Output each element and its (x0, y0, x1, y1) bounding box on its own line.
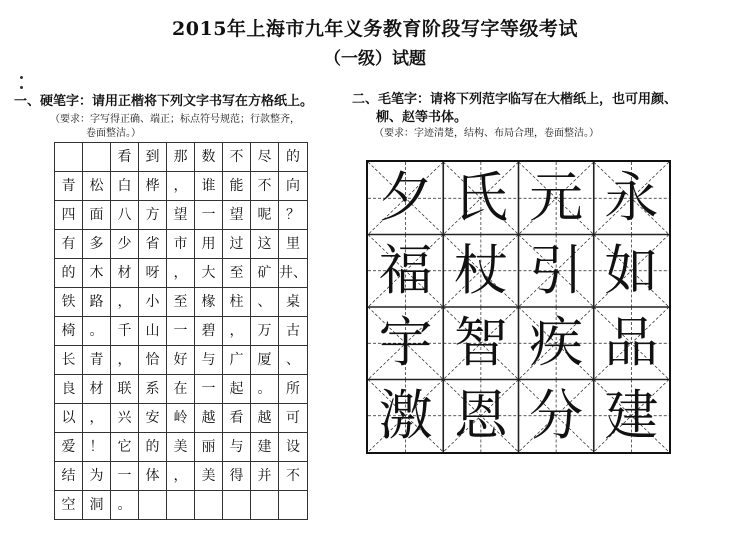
grid-cell: 广 (223, 346, 251, 375)
section1-title: 一、硬笔字：请用正楷将下列文字书写在方格纸上。 (14, 94, 314, 109)
grid-cell: 空 (55, 491, 83, 520)
grid-cell: 并 (251, 462, 279, 491)
grid-row (55, 462, 308, 491)
grid-cell: 好 (167, 346, 195, 375)
grid-cell: 碧 (195, 317, 223, 346)
grid-cell (195, 491, 223, 520)
grid-cell: 体 (139, 462, 167, 491)
grid-cell: 桦 (139, 172, 167, 201)
section2-title-line2: 柳、赵等书体。 (376, 110, 468, 125)
exam-subtitle: （一级）试题 (324, 49, 426, 69)
grid-cell: 铁 (55, 288, 83, 317)
grid-cell: 。 (251, 375, 279, 404)
grid-cell: 所 (279, 375, 308, 404)
brush-character: 疾 (529, 311, 584, 375)
brush-character: 品 (604, 311, 659, 375)
grid-cell: 一 (195, 375, 223, 404)
grid-cell: ， (167, 259, 195, 288)
brush-character: 福 (378, 238, 433, 302)
brush-character: 永 (604, 166, 659, 230)
exam-title: 2015年上海市九年义务教育阶段写字等级考试 (172, 18, 578, 40)
grid-cell: 与 (195, 346, 223, 375)
grid-row (55, 317, 308, 346)
grid-cell: 四 (55, 201, 83, 230)
grid-cell: 白 (111, 172, 139, 201)
grid-cell: 越 (251, 404, 279, 433)
grid-cell: 以 (55, 404, 83, 433)
grid-cell: 洞 (83, 491, 111, 520)
brush-character: 宇 (378, 311, 433, 375)
grid-cell: 爱 (55, 433, 83, 462)
grid-cell (167, 491, 195, 520)
grid-cell: ， (111, 346, 139, 375)
grid-cell: 不 (223, 143, 251, 172)
grid-cell: 大 (195, 259, 223, 288)
brush-character: 氏 (453, 166, 508, 230)
grid-cell: 的 (55, 259, 83, 288)
grid-cell: 为 (83, 462, 111, 491)
grid-cell: 长 (55, 346, 83, 375)
grid-cell: 省 (139, 230, 167, 259)
brush-character: 激 (378, 383, 433, 447)
grid-cell: 起 (223, 375, 251, 404)
brush-character: 智 (453, 311, 508, 375)
grid-cell: 岭 (167, 404, 195, 433)
grid-cell: 。 (83, 317, 111, 346)
grid-cell: 桌 (279, 288, 308, 317)
grid-cell (83, 143, 111, 172)
grid-cell: 那 (167, 143, 195, 172)
grid-cell: 松 (83, 172, 111, 201)
grid-cell: 材 (111, 259, 139, 288)
grid-cell: 与 (223, 433, 251, 462)
grid-cell: 数 (195, 143, 223, 172)
grid-cell: 、 (251, 288, 279, 317)
brush-character: 恩 (453, 383, 508, 447)
grid-cell: 不 (251, 172, 279, 201)
grid-cell: 材 (83, 375, 111, 404)
section1-requirement-line1: （要求：字写得正确、端正；标点符号规范；行款整齐， (50, 114, 300, 125)
grid-cell: 。 (111, 491, 139, 520)
brush-grid (366, 160, 671, 454)
grid-cell: 呀 (139, 259, 167, 288)
grid-cell (139, 491, 167, 520)
grid-cell: 得 (223, 462, 251, 491)
brush-character: 如 (604, 238, 659, 302)
grid-cell: 青 (55, 172, 83, 201)
grid-cell: 少 (111, 230, 139, 259)
grid-cell: 结 (55, 462, 83, 491)
grid-cell: 安 (139, 404, 167, 433)
grid-cell: 这 (251, 230, 279, 259)
grid-cell: 椅 (55, 317, 83, 346)
scan-speck (20, 76, 23, 79)
grid-cell: 井、 (279, 259, 308, 288)
hardpen-grid (54, 142, 308, 520)
grid-cell: 它 (111, 433, 139, 462)
grid-cell: 至 (167, 288, 195, 317)
grid-cell: 一 (195, 201, 223, 230)
brush-character: 夕 (378, 166, 433, 230)
grid-cell: 看 (223, 404, 251, 433)
brush-character: 元 (529, 166, 584, 230)
grid-cell: ！ (83, 433, 111, 462)
grid-cell: 呢 (251, 201, 279, 230)
grid-cell: ， (111, 288, 139, 317)
grid-cell (55, 143, 83, 172)
brush-character: 分 (529, 383, 584, 447)
grid-cell: 青 (83, 346, 111, 375)
grid-cell: 向 (279, 172, 308, 201)
grid-row (55, 404, 308, 433)
grid-cell: ， (83, 404, 111, 433)
grid-cell: 椽 (195, 288, 223, 317)
grid-cell: 一 (167, 317, 195, 346)
grid-cell: 看 (111, 143, 139, 172)
grid-cell: 用 (195, 230, 223, 259)
grid-cell (223, 491, 251, 520)
grid-cell: 方 (139, 201, 167, 230)
grid-cell: 望 (167, 201, 195, 230)
grid-cell: 的 (139, 433, 167, 462)
grid-row (55, 259, 308, 288)
grid-cell: 至 (223, 259, 251, 288)
grid-cell: ， (223, 317, 251, 346)
brush-character: 引 (529, 238, 584, 302)
grid-cell: 在 (167, 375, 195, 404)
grid-cell: 一 (111, 462, 139, 491)
grid-cell: 矿 (251, 259, 279, 288)
grid-cell: 山 (139, 317, 167, 346)
section2-requirement: （要求：字迹清楚，结构、布局合理，卷面整洁。） (374, 128, 599, 139)
grid-row (55, 346, 308, 375)
grid-cell: 丽 (195, 433, 223, 462)
grid-row (55, 201, 308, 230)
grid-cell: 市 (167, 230, 195, 259)
grid-row (55, 172, 308, 201)
grid-cell: 有 (55, 230, 83, 259)
grid-cell: 能 (223, 172, 251, 201)
grid-cell: 的 (279, 143, 308, 172)
grid-cell: 里 (279, 230, 308, 259)
grid-cell: 小 (139, 288, 167, 317)
grid-cell: 过 (223, 230, 251, 259)
section2-title: 二、毛笔字：请将下列范字临写在大楷纸上，也可用颜、 (352, 92, 678, 107)
grid-row (55, 143, 308, 172)
grid-cell: 良 (55, 375, 83, 404)
brush-character: 建 (604, 383, 659, 447)
grid-cell: 柱 (223, 288, 251, 317)
grid-cell: 越 (195, 404, 223, 433)
grid-cell: 多 (83, 230, 111, 259)
grid-cell (279, 491, 308, 520)
grid-cell: 面 (83, 201, 111, 230)
grid-cell: 建 (251, 433, 279, 462)
grid-cell: 万 (251, 317, 279, 346)
grid-cell: 可 (279, 404, 308, 433)
grid-cell: 厦 (251, 346, 279, 375)
grid-cell: 不 (279, 462, 308, 491)
grid-cell (251, 491, 279, 520)
grid-row (55, 288, 308, 317)
grid-cell: 路 (83, 288, 111, 317)
grid-cell: 美 (167, 433, 195, 462)
grid-cell: 千 (111, 317, 139, 346)
grid-cell: 系 (139, 375, 167, 404)
grid-cell: 美 (195, 462, 223, 491)
grid-cell: 设 (279, 433, 308, 462)
scan-speck (20, 86, 23, 89)
grid-cell: 木 (83, 259, 111, 288)
brush-character: 杖 (453, 238, 508, 302)
grid-row (55, 433, 308, 462)
grid-cell: ？ (279, 201, 308, 230)
grid-cell: 谁 (195, 172, 223, 201)
grid-cell: 恰 (139, 346, 167, 375)
grid-cell: 尽 (251, 143, 279, 172)
grid-cell: 联 (111, 375, 139, 404)
grid-row (55, 230, 308, 259)
grid-row (55, 491, 308, 520)
grid-cell: ， (167, 172, 195, 201)
grid-cell: 望 (223, 201, 251, 230)
section1-requirement-line2: 卷面整洁。） (86, 128, 141, 139)
grid-row (55, 375, 308, 404)
grid-cell: 、 (279, 346, 308, 375)
grid-cell: 兴 (111, 404, 139, 433)
grid-cell: 八 (111, 201, 139, 230)
grid-cell: 到 (139, 143, 167, 172)
grid-cell: 古 (279, 317, 308, 346)
grid-cell: ， (167, 462, 195, 491)
